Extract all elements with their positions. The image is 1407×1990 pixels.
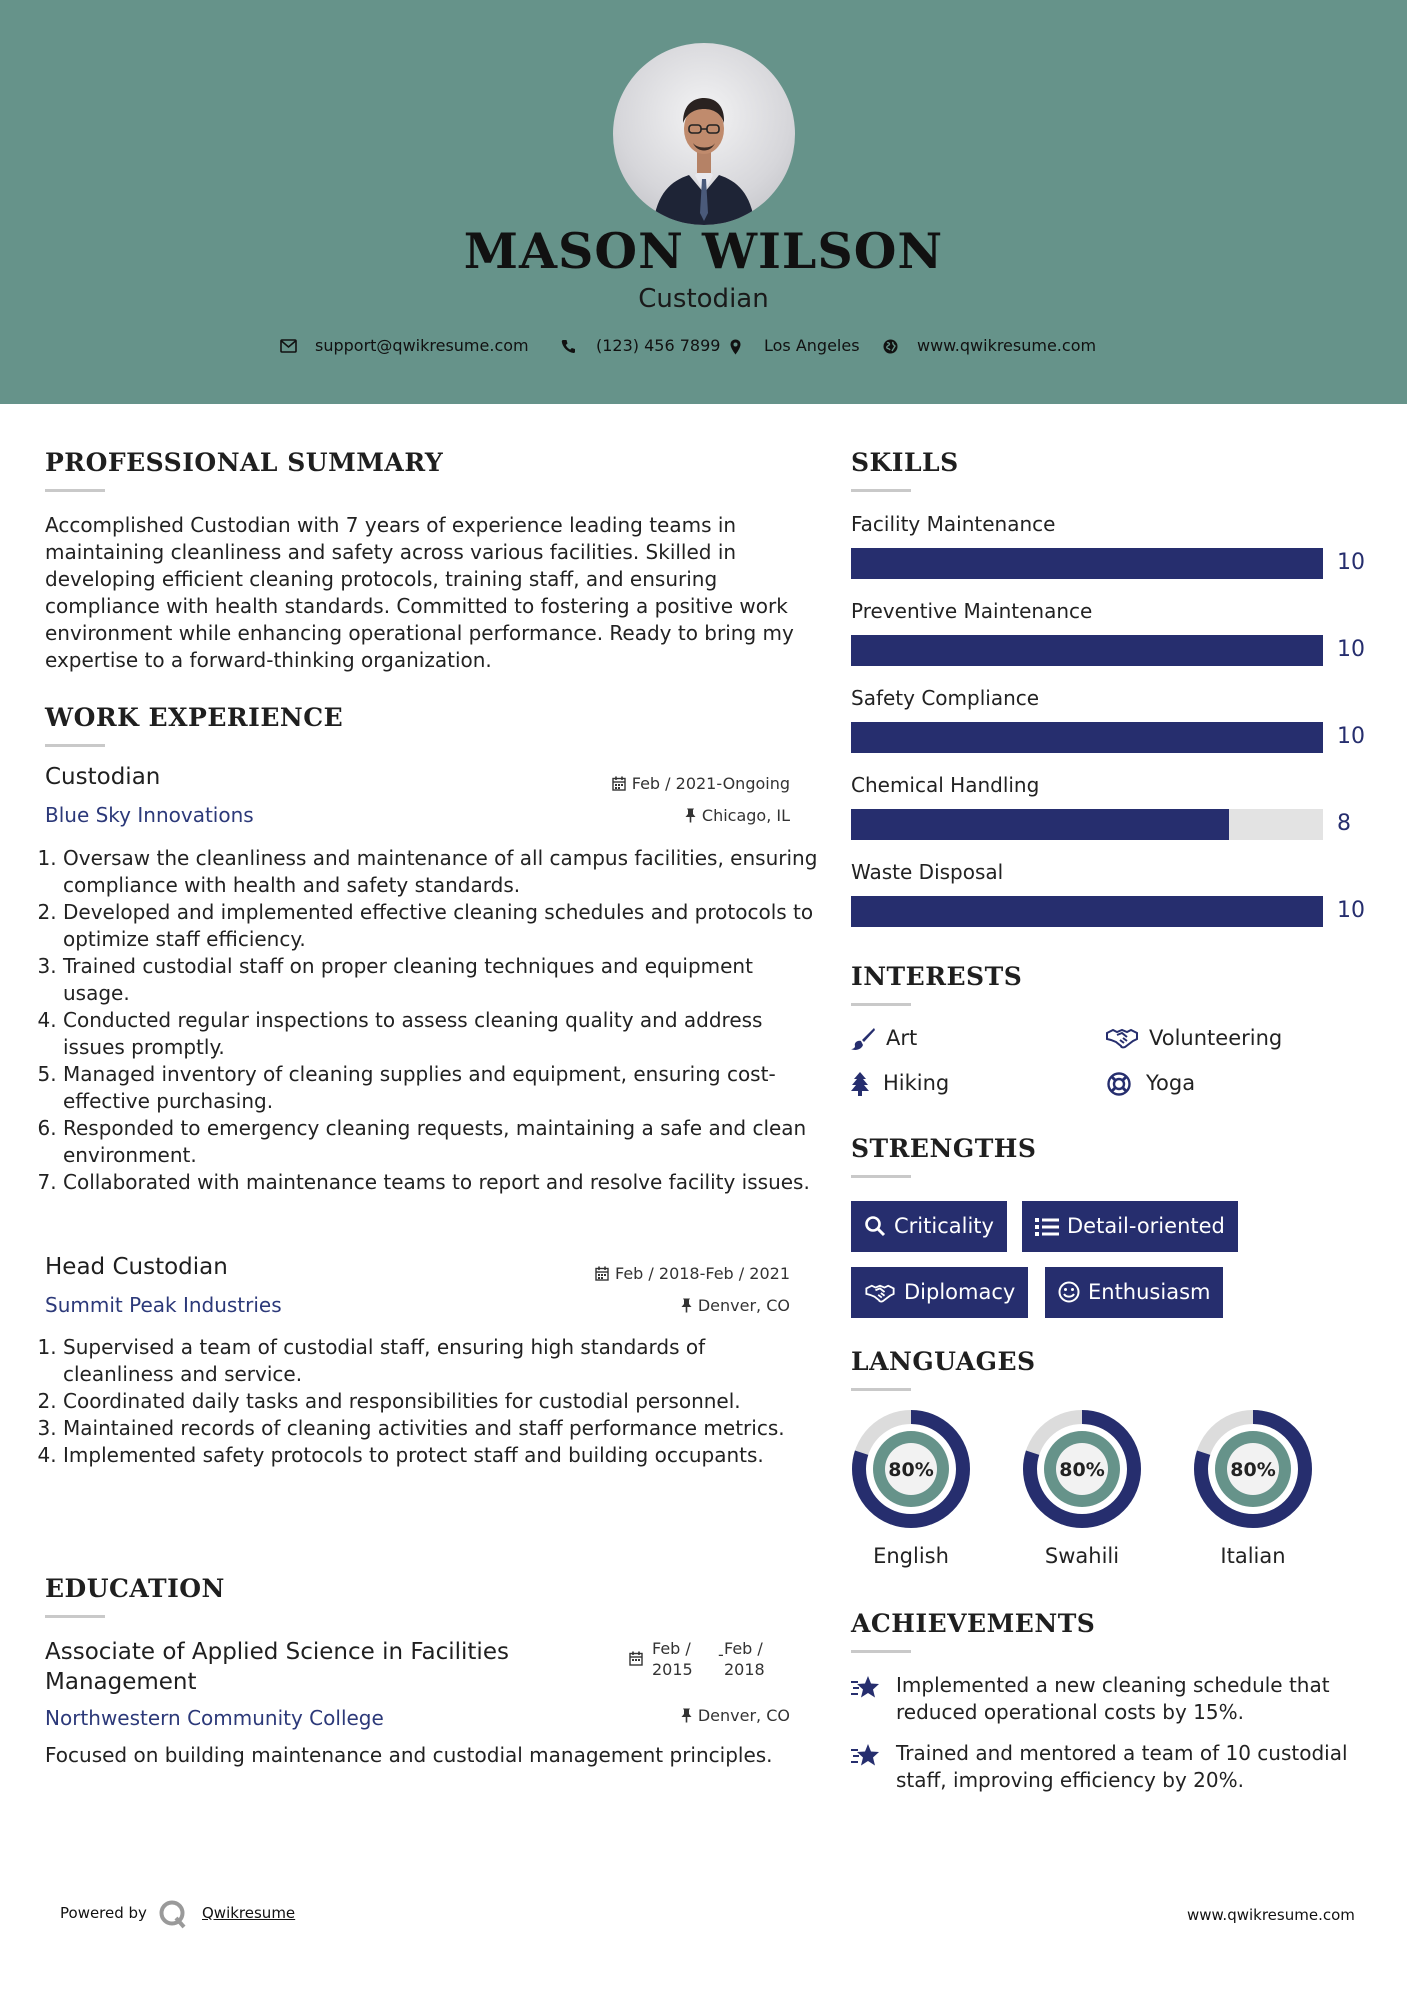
- list-item: 1. Supervised a team of custodial staff, ensuring high standards of cleanliness and service.: [63, 1334, 818, 1388]
- interest-yoga: [1146, 1071, 1195, 1095]
- education-location-text: Denver, CO: [697, 1706, 790, 1725]
- skill-bar-fill: [851, 548, 1323, 579]
- interest-hiking: [883, 1071, 949, 1095]
- achievements-divider: [851, 1650, 911, 1653]
- person-silhouette-icon: [613, 43, 795, 225]
- skills-heading: SKILLS: [851, 448, 959, 477]
- language-percent: 80%: [1230, 1459, 1276, 1481]
- list-item: 2. Developed and implemented effective cleaning schedules and protocols to optimize staff efficiency.: [63, 899, 818, 953]
- list-item: 5. Managed inventory of cleaning supplies and equipment, ensuring cost-effective purchasing.: [63, 1061, 818, 1115]
- list-item: 4. Conducted regular inspections to assess cleaning quality and address issues promptly.: [63, 1007, 818, 1061]
- tree-icon: [850, 1072, 870, 1096]
- footer-website[interactable]: www.qwikresume.com: [1187, 1906, 1355, 1924]
- education-divider: [45, 1615, 105, 1618]
- job-dates-text: Feb / 2018-Feb / 2021: [615, 1264, 790, 1283]
- job-title: Custodian: [45, 764, 161, 790]
- job-company: Summit Peak Industries: [45, 1293, 282, 1317]
- job-title: Head Custodian: [45, 1254, 228, 1280]
- interests-heading: INTERESTS: [851, 962, 1023, 991]
- brand-link[interactable]: Qwikresume: [202, 1904, 296, 1922]
- strengths-heading: STRENGTHS: [851, 1134, 1037, 1163]
- list-item: 4. Implemented safety protocols to protect staff and building occupants.: [63, 1442, 818, 1469]
- strength-label: Detail-oriented: [1067, 1214, 1225, 1238]
- skill-bar-track: [851, 635, 1323, 666]
- skill-value: 10: [1337, 898, 1365, 923]
- skill-label: Chemical Handling: [851, 773, 1040, 797]
- skill-label: Waste Disposal: [851, 860, 1004, 884]
- calendar-icon: [629, 1651, 643, 1666]
- envelope-icon: [280, 339, 297, 353]
- language-name: English: [873, 1544, 949, 1568]
- job-responsibilities: [45, 1334, 818, 1469]
- candidate-name: MASON WILSON: [463, 222, 944, 280]
- resume-header: [0, 0, 1407, 404]
- strength-label: Enthusiasm: [1088, 1280, 1211, 1304]
- language-item: [1021, 1408, 1143, 1568]
- job-location-text: Denver, CO: [697, 1296, 790, 1315]
- skill-label: Preventive Maintenance: [851, 599, 1093, 623]
- interest-label: Hiking: [883, 1071, 950, 1095]
- job-location: [685, 806, 790, 825]
- pushpin-icon: [681, 1298, 692, 1313]
- list-item: 6. Responded to emergency cleaning requests, maintaining a safe and clean environment.: [63, 1115, 818, 1169]
- languages-heading: LANGUAGES: [851, 1347, 1036, 1376]
- interests-divider: [851, 1003, 911, 1006]
- handshake-icon: [1106, 1027, 1138, 1049]
- contact-bar: [0, 336, 1407, 360]
- star-award-icon: [850, 1742, 882, 1768]
- map-pin-icon: [730, 339, 741, 355]
- skill-bar-fill: [851, 896, 1323, 927]
- handshake-icon: [864, 1283, 896, 1303]
- star-award-icon: [850, 1674, 882, 1700]
- skill-value: 10: [1337, 637, 1365, 662]
- language-percent: 80%: [888, 1459, 934, 1481]
- summary-text: Accomplished Custodian with 7 years of experience leading teams in maintaining cleanliness and safety across various facilities. Skilled in developing efficient cleaning protocols, training staff, and ensuring compliance with health standards. Committed to fostering a positive work environment while enhancing operational performance. Ready to bring my expertise to a forward-thinking organization.: [45, 513, 794, 672]
- degree-title: Associate of Applied Science in Facilities Management: [45, 1639, 509, 1695]
- achievement-item: [896, 1672, 1376, 1726]
- contact-location: Los Angeles: [764, 336, 860, 355]
- contact-phone[interactable]: (123) 456 7899: [596, 336, 721, 355]
- language-item: [1192, 1408, 1314, 1568]
- search-icon: [864, 1215, 886, 1237]
- smile-icon: [1058, 1281, 1080, 1303]
- pushpin-icon: [685, 808, 696, 823]
- interest-art: [886, 1026, 917, 1050]
- job-dates: [595, 1264, 790, 1283]
- lifebuoy-icon: [1107, 1072, 1131, 1096]
- phone-icon: [561, 339, 575, 354]
- language-name: Italian: [1220, 1544, 1286, 1568]
- globe-icon: [883, 339, 898, 354]
- education-start-date: Feb / 2015: [652, 1639, 693, 1679]
- interest-volunteering: [1149, 1026, 1282, 1050]
- list-item: 1. Oversaw the cleanliness and maintenance of all campus facilities, ensuring compliance with health and safety standards.: [63, 845, 818, 899]
- job-location: [681, 1296, 790, 1315]
- language-ring: [1192, 1408, 1314, 1530]
- summary-divider: [45, 489, 105, 492]
- achievement-item: [896, 1740, 1376, 1794]
- contact-email[interactable]: support@qwikresume.com: [315, 336, 529, 355]
- brush-icon: [850, 1027, 876, 1051]
- list-item: 3. Maintained records of cleaning activities and staff performance metrics.: [63, 1415, 818, 1442]
- education-description: Focused on building maintenance and custodial management principles.: [45, 1743, 773, 1767]
- achievement-text: Trained and mentored a team of 10 custodial staff, improving efficiency by 20%.: [896, 1741, 1348, 1792]
- language-name: Swahili: [1044, 1544, 1120, 1568]
- language-ring: [1021, 1408, 1143, 1530]
- calendar-icon: [595, 1266, 609, 1281]
- candidate-title: Custodian: [638, 284, 769, 314]
- achievement-text: Implemented a new cleaning schedule that reduced operational costs by 15%.: [896, 1673, 1330, 1724]
- interest-label: Art: [886, 1026, 918, 1050]
- list-item: 2. Coordinated daily tasks and responsibilities for custodial personnel.: [63, 1388, 818, 1415]
- skill-bar-fill: [851, 635, 1323, 666]
- job-dates: [612, 774, 790, 793]
- strength-chip-detail-oriented: [1022, 1201, 1238, 1252]
- skill-bar-track: [851, 722, 1323, 753]
- job-responsibilities: [45, 845, 818, 1196]
- pushpin-icon: [681, 1708, 692, 1723]
- skill-bar-fill: [851, 722, 1323, 753]
- calendar-icon: [612, 776, 626, 791]
- strengths-divider: [851, 1175, 911, 1178]
- language-ring: [850, 1408, 972, 1530]
- profile-photo: [613, 43, 795, 225]
- education-location: [681, 1706, 790, 1725]
- skill-value: 10: [1337, 724, 1365, 749]
- strength-label: Diplomacy: [904, 1280, 1016, 1304]
- strength-label: Criticality: [894, 1214, 994, 1238]
- skill-bar-fill: [851, 809, 1229, 840]
- education-heading: EDUCATION: [45, 1574, 225, 1603]
- languages-divider: [851, 1388, 911, 1391]
- skill-value: 8: [1337, 811, 1351, 836]
- date-separator: -: [718, 1645, 724, 1664]
- skill-bar-track: [851, 548, 1323, 579]
- skill-bar-track: [851, 896, 1323, 927]
- school-name: Northwestern Community College: [45, 1706, 384, 1730]
- achievements-heading: ACHIEVEMENTS: [851, 1609, 1096, 1638]
- skill-label: Safety Compliance: [851, 686, 1040, 710]
- skill-label: Facility Maintenance: [851, 512, 1056, 536]
- job-dates-text: Feb / 2021-Ongoing: [631, 774, 790, 793]
- list-item: 3. Trained custodial staff on proper cleaning techniques and equipment usage.: [63, 953, 818, 1007]
- skill-bar-track: [851, 809, 1323, 840]
- strength-chip-diplomacy: [851, 1267, 1028, 1318]
- list-item: 7. Collaborated with maintenance teams to report and resolve facility issues.: [63, 1169, 818, 1196]
- interest-label: Volunteering: [1149, 1026, 1283, 1050]
- experience-divider: [45, 744, 105, 747]
- job-company: Blue Sky Innovations: [45, 803, 254, 827]
- summary-heading: PROFESSIONAL SUMMARY: [45, 448, 444, 477]
- language-percent: 80%: [1059, 1459, 1105, 1481]
- qwikresume-logo-icon: [158, 1899, 188, 1929]
- education-end-date: Feb / 2018: [724, 1639, 765, 1679]
- strength-chip-criticality: [851, 1201, 1007, 1252]
- strength-chip-enthusiasm: [1045, 1267, 1223, 1318]
- job-location-text: Chicago, IL: [701, 806, 790, 825]
- language-item: [850, 1408, 972, 1568]
- interest-label: Yoga: [1146, 1071, 1196, 1095]
- skill-value: 10: [1337, 550, 1365, 575]
- contact-website[interactable]: www.qwikresume.com: [917, 336, 1097, 355]
- experience-heading: WORK EXPERIENCE: [45, 703, 344, 732]
- skills-divider: [851, 489, 911, 492]
- list-icon: [1035, 1217, 1059, 1237]
- powered-by-label: Powered by: [60, 1904, 147, 1922]
